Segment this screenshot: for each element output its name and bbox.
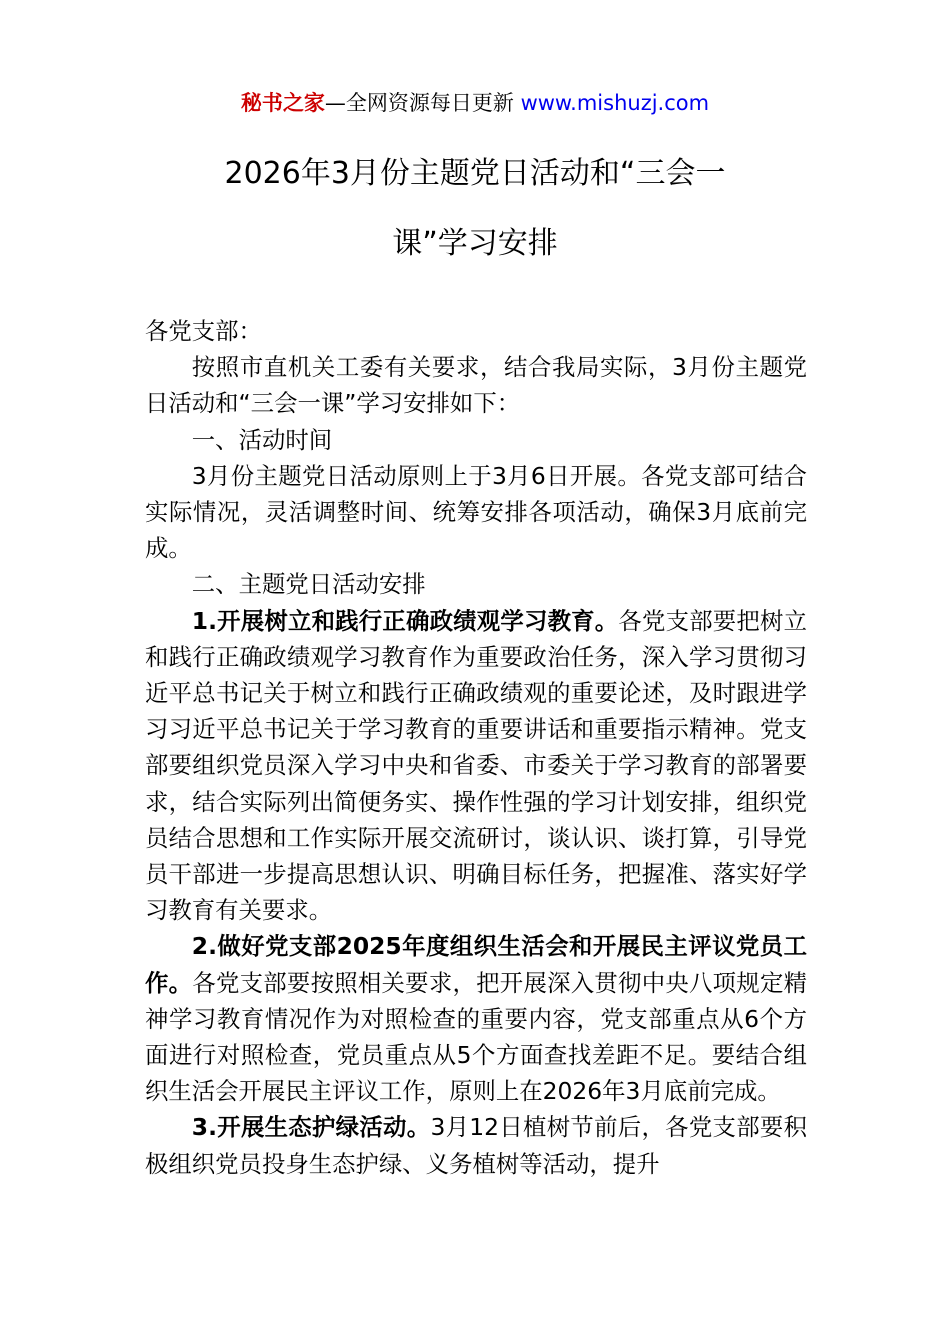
section-heading-2: 二、主题党日活动安排 [191,570,426,599]
item-1-lead: 1.开展树立和践行正确政绩观学习教育。 [191,606,619,635]
item-1-paragraph [145,603,807,929]
document-title-line1: 2026年3月份主题党日活动和“三会一 [224,156,726,191]
site-header [0,88,950,118]
document-title-line2: 课”学习安排 [392,226,558,261]
item-3-text: 3月12日植树节前后，各党支部要积极组织党员投身生态护绿、义务植树等活动，提升 [145,1113,807,1178]
section-heading-1: 一、活动时间 [191,425,333,454]
document-body [145,313,807,1182]
item-2-paragraph [145,928,807,1109]
item-3-paragraph [145,1109,807,1181]
item-1-text: 各党支部要把树立和践行正确政绩观学习教育作为重要政治任务，深入学习贯彻习近平总书记关于树立和践行正确政绩观的重要论述，及时跟进学习习近平总书记关于学习教育的重要讲话和重要指示精神。党支部要组织党员深入学习中央和省委、市委关于学习教育的部署要求，结合实际列出简便务实、操作性强的学习计划安排，组织党员结合思想和工作实际开展交流研讨，谈认识、谈打算，引导党员干部进一步提高思想认识、明确目标任务，把握准、落实好学习教育有关要求。 [145,606,807,925]
item-2-text: 各党支部要按照相关要求，把开展深入贯彻中央八项规定精神学习教育情况作为对照检查的重要内容，党支部重点从6个方面进行对照检查，党员重点从5个方面查找差距不足。要结合组织生活会开展民主评议工作，原则上在2026年3月底前完成。 [145,968,808,1106]
item-3-lead: 3.开展生态护绿活动。 [191,1113,431,1142]
item-2-lead: 2.做好党支部2025年度组织生活会和开展民主评议党员工作。 [145,932,807,997]
site-brand[interactable]: 秘书之家 [240,91,325,115]
salutation: 各党支部： [145,317,262,345]
site-tagline: —全网资源每日更新 [324,91,514,115]
section-1-paragraph: 3月份主题党日活动原则上于3月6日开展。各党支部可结合实际情况，灵活调整时间、统筹安排各项活动，确保3月底前完成。 [145,461,807,563]
site-url-link[interactable]: www.mishuzj.com [520,91,710,115]
intro-paragraph: 按照市直机关工委有关要求，结合我局实际，3月份主题党日活动和“三会一课”学习安排如下： [145,353,807,418]
